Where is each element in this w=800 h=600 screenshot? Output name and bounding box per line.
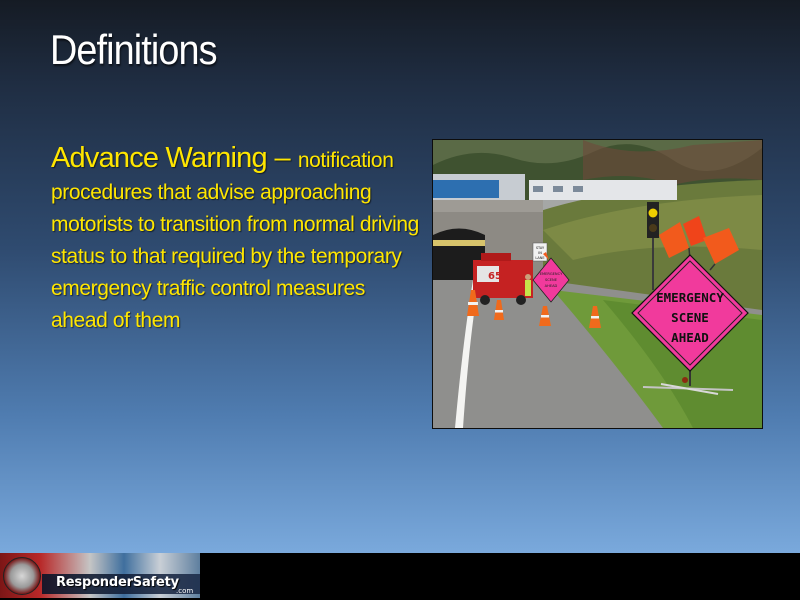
logo-text: ResponderSafety: [56, 575, 179, 590]
logo-suffix: .com: [176, 587, 194, 595]
small-sign-line2: SCENE: [544, 278, 558, 282]
definition-text: [51, 142, 423, 337]
big-sign-line3: AHEAD: [671, 330, 709, 345]
responder-safety-logo[interactable]: [0, 553, 200, 598]
definition-body: procedures that advise approaching motorists to transition from normal driving status to that required by the temporary emergency traffic control measures ahead of them: [51, 181, 419, 332]
definition-dash: –: [266, 142, 298, 174]
tunnel-sign-line3: LANE: [535, 256, 545, 260]
small-sign-line1: EMERGENCY: [539, 272, 563, 276]
big-sign-line1: EMERGENCY: [656, 290, 724, 305]
tunnel-sign-line2: IN: [538, 251, 542, 255]
small-sign-line3: AHEAD: [544, 284, 558, 288]
footer-bar: [0, 553, 800, 600]
tunnel-sign-line1: STAY: [535, 246, 545, 250]
definition-first-line: notification: [297, 149, 394, 172]
truck-number: 65: [488, 271, 502, 282]
emergency-scene-photo: [432, 139, 763, 429]
badge-icon: [3, 557, 41, 595]
slide-title: Definitions: [50, 26, 217, 73]
big-sign-line2: SCENE: [671, 310, 709, 325]
definition-term: Advance Warning: [51, 142, 267, 174]
